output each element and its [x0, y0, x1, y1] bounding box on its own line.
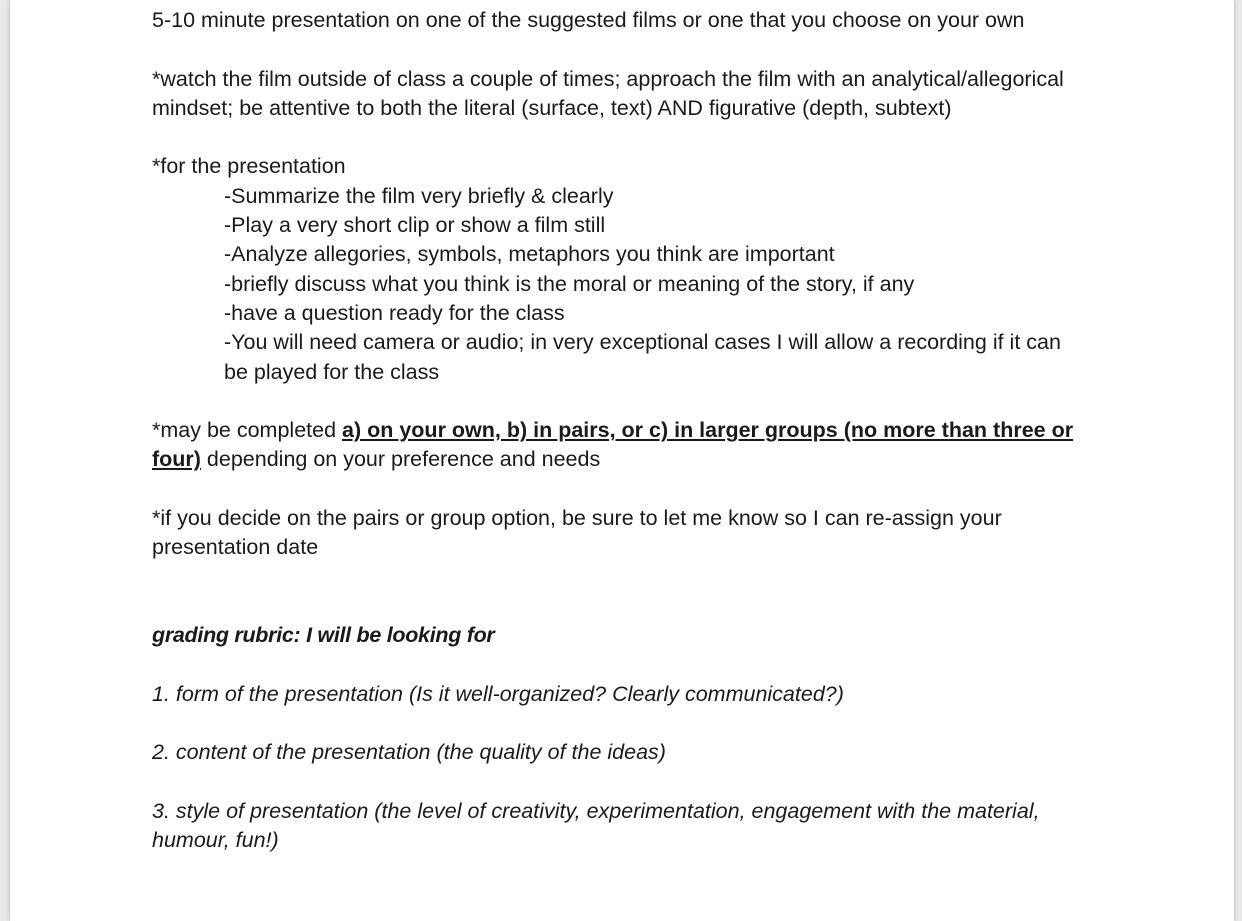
presentation-heading: *for the presentation — [152, 154, 346, 179]
completion-prefix: *may be completed — [152, 418, 343, 443]
spacer — [152, 768, 1082, 797]
presentation-item: -have a question ready for the class — [224, 300, 565, 325]
intro-paragraph: 5-10 minute presentation on one of the suggested films or one that you choose on your own — [152, 8, 1025, 32]
spacer — [152, 123, 1082, 152]
document-page — [10, 0, 1234, 921]
completion-suffix: depending on your preference and needs — [200, 447, 601, 472]
completion-options: a) on your own, b) in pairs, or c) in larger groups (no more than three or four) — [152, 418, 1074, 472]
presentation-item: -Analyze allegories, symbols, metaphors you think are important — [224, 242, 835, 267]
presentation-item: -You will need camera or audio; in very exceptional cases I will allow a recording if it can be played for the class — [224, 330, 1061, 384]
spacer — [152, 475, 1082, 504]
presentation-item: -Play a very short clip or show a film still — [224, 213, 606, 238]
rubric-heading: grading rubric: I will be looking for — [152, 623, 495, 648]
watch-note-paragraph: *watch the film outside of class a couple of times; approach the film with an analytical/allegorical mindset; be attentive to both the literal (surface, text) AND figurative (depth, subtext) — [152, 66, 1064, 120]
rubric-item: 3. style of presentation (the level of creativity, experimentation, engagement with the material, humour, fun!) — [152, 799, 1040, 853]
spacer — [152, 35, 1082, 64]
spacer — [152, 651, 1082, 680]
completion-paragraph — [152, 416, 1082, 475]
rubric-item: 2. content of the presentation (the quality of the ideas) — [152, 740, 666, 765]
rubric-item: 1. form of the presentation (Is it well-organized? Clearly communicated?) — [152, 681, 844, 706]
document-body — [152, 6, 1082, 856]
spacer — [152, 709, 1082, 738]
spacer — [152, 387, 1082, 416]
presentation-item: -Summarize the film very briefly & clearly — [224, 183, 614, 208]
spacer — [152, 563, 1082, 622]
presentation-list — [152, 182, 1082, 387]
presentation-item: -briefly discuss what you think is the moral or meaning of the story, if any — [224, 271, 915, 296]
group-note-paragraph: *if you decide on the pairs or group option, be sure to let me know so I can re-assign your presentation date — [152, 506, 1002, 560]
